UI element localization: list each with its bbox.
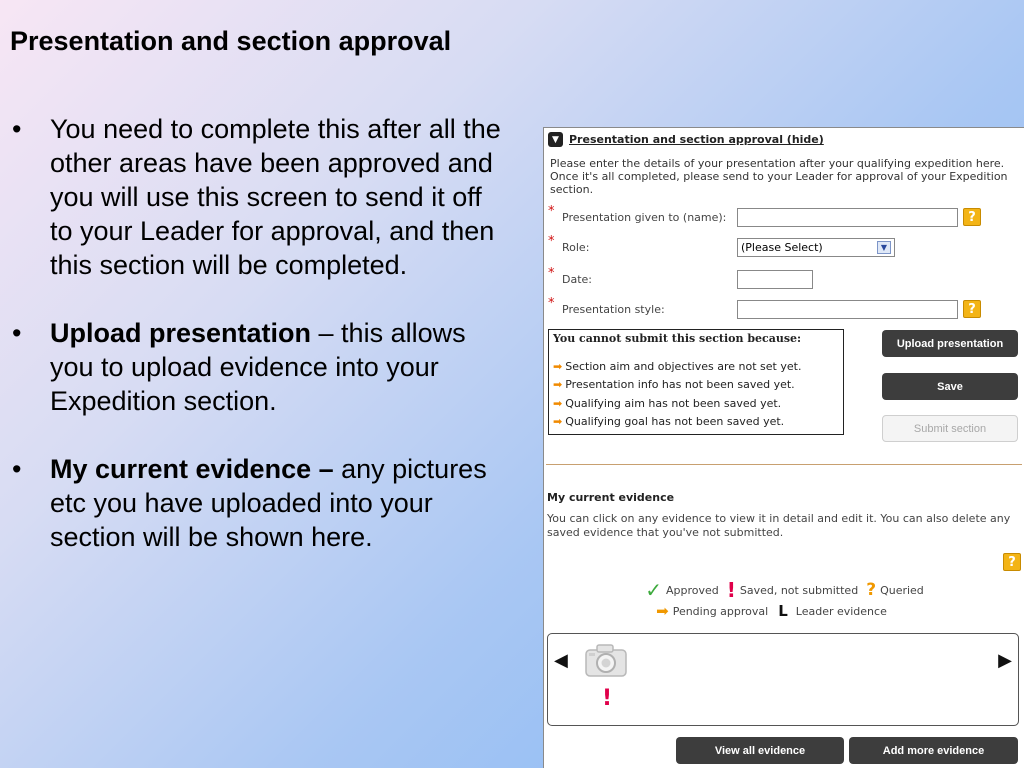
arrow-right-icon: ➡ [553,396,563,410]
bullet-list [10,112,510,554]
validation-text: Section aim and objectives are not set yet. [565,359,802,373]
bullet-text: any pictures etc you have uploaded into your section will be shown here. [50,454,487,552]
carousel-prev-icon[interactable]: ◀ [554,650,568,671]
exclamation-icon: ! [602,686,613,711]
legend-pending: Pending approval [672,604,769,618]
validation-title: You cannot submit this section because: [553,332,802,345]
bullet-item [10,452,510,554]
role-select-value: (Please Select) [741,240,823,254]
validation-item [553,413,839,432]
arrow-right-icon: ➡ [553,378,563,392]
arrow-right-icon: ➡ [553,415,563,429]
given-to-label: Presentation given to (name): [562,210,727,224]
style-row [548,296,981,319]
bullet-text: – this allows you to upload evidence into your Expedition section. [50,318,466,416]
evidence-intro: You can click on any evidence to view it in detail and edit it. You can also delete any saved evidence that you've not submitted. [547,512,1011,539]
role-label: Role: [562,240,590,254]
legend-saved: Saved, not submitted [739,583,859,597]
arrow-right-icon: ➡ [553,359,563,373]
slide-title: Presentation and section approval [10,26,452,56]
validation-box [548,329,844,435]
camera-icon[interactable] [584,640,630,683]
hide-section-link[interactable]: Presentation and section approval (hide) [569,133,824,146]
evidence-carousel [547,633,1019,726]
required-mark: * [548,266,555,281]
exclamation-icon: ! [726,578,736,602]
bullet-bold: My current evidence – [50,454,334,484]
given-to-row [548,204,981,227]
validation-text: Qualifying goal has not been saved yet. [565,415,785,429]
bullet-item [10,316,510,418]
status-legend [531,602,1012,620]
legend-queried: Queried [880,583,924,597]
status-legend [544,578,1024,602]
validation-item [553,376,839,395]
arrow-right-icon: ➡ [656,602,669,620]
collapse-toggle-icon[interactable]: ▼ [548,132,563,147]
required-mark: * [548,204,555,219]
form-intro: Please enter the details of your presentation after your qualifying expedition here. Once it's all completed, please send to your Leader for approval of your Expedition section. [550,157,1008,196]
validation-text: Qualifying aim has not been saved yet. [565,396,782,410]
evidence-title: My current evidence [547,491,675,504]
role-select[interactable] [737,238,895,257]
carousel-next-icon[interactable]: ▶ [998,650,1012,671]
style-label: Presentation style: [562,302,665,316]
question-mark-icon: ? [866,580,877,600]
question-mark-icon[interactable]: ? [1003,553,1021,571]
role-row [548,234,895,257]
date-row [548,266,813,289]
add-more-evidence-button[interactable]: Add more evidence [849,737,1018,764]
validation-text: Presentation info has not been saved yet. [565,378,795,392]
divider [546,464,1022,465]
validation-item [553,394,839,413]
upload-presentation-button[interactable]: Upload presentation [882,330,1018,357]
style-input[interactable] [737,300,958,319]
given-to-input[interactable] [737,208,958,227]
question-mark-icon[interactable]: ? [963,208,981,226]
form-screenshot [543,127,1024,768]
date-label: Date: [562,272,592,286]
save-button[interactable]: Save [882,373,1018,400]
bullet-bold: Upload presentation [50,318,312,348]
legend-approved: Approved [665,583,719,597]
bullet-text: You need to complete this after all the other areas have been approved and you will use this screen to send it off to your Leader for approval, and then this section will be completed. [50,114,501,280]
required-mark: * [548,296,555,311]
bullet-item [10,112,510,282]
chevron-down-icon[interactable]: ▼ [877,241,891,254]
submit-section-button[interactable]: Submit section [882,415,1018,442]
section-header[interactable] [548,132,824,147]
question-mark-icon[interactable]: ? [963,300,981,318]
check-icon: ✓ [645,578,662,602]
view-all-evidence-button[interactable]: View all evidence [676,737,844,764]
validation-item [553,357,839,376]
leader-l-icon: L [778,602,788,620]
required-mark: * [548,234,555,249]
legend-leader: Leader evidence [795,604,887,618]
date-input[interactable] [737,270,813,289]
